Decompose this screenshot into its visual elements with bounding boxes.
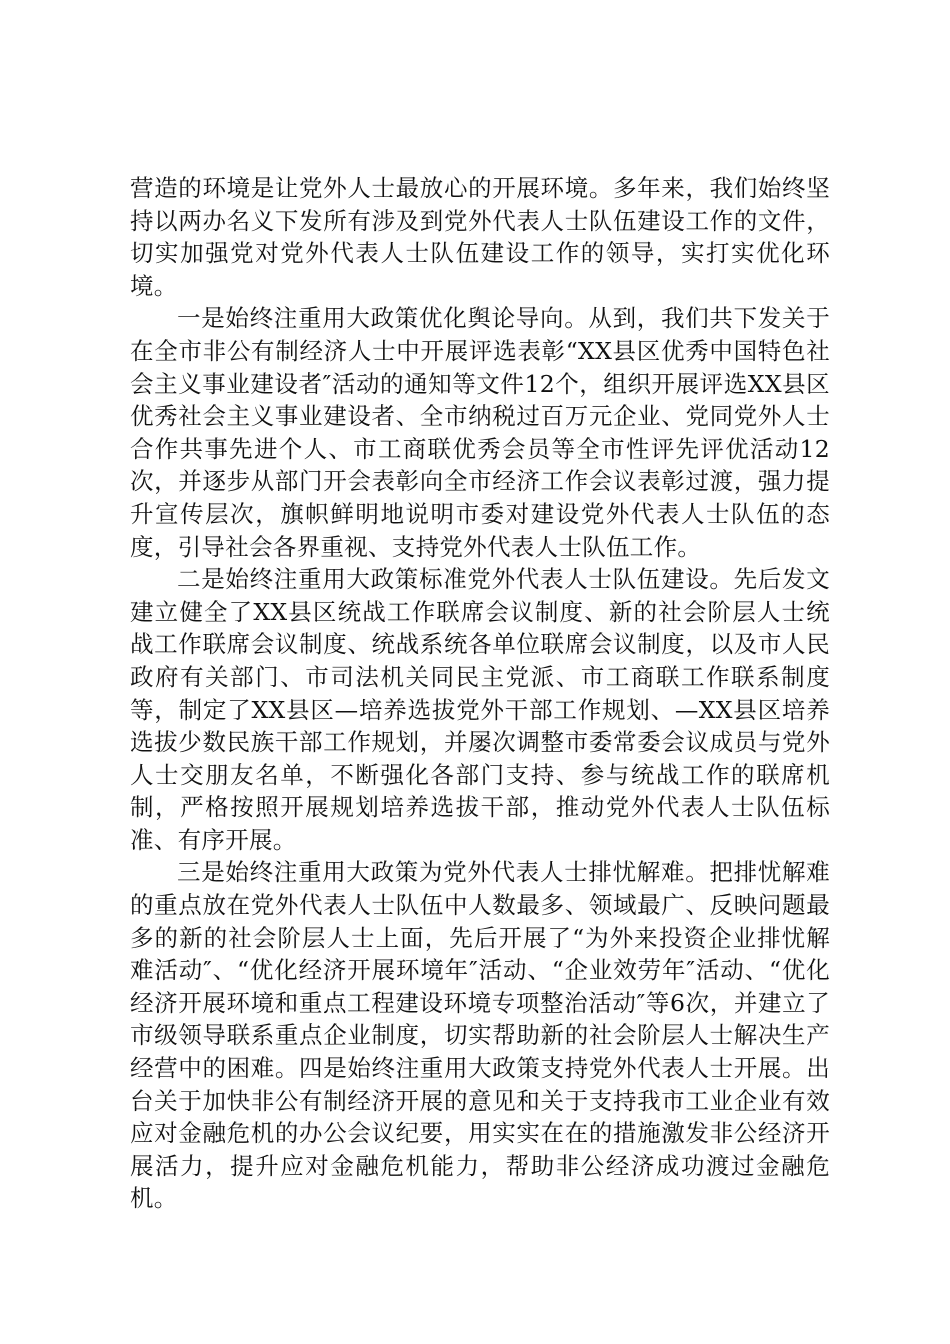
document-body: [130, 172, 830, 1215]
paragraph-environment: 营造的环境是让党外人士最放心的开展环境。多年来，我们始终坚持以两办名义下发所有涉及到党外代表人士队伍建设工作的文件，切实加强党对党外代表人士队伍建设工作的领导，实打实优化环境。: [130, 174, 830, 300]
paragraph-problem-solving: 三是始终注重用大政策为党外代表人士排忧解难。把排忧解难的重点放在党外代表人士队伍中人数最多、领域最广、反映问题最多的新的社会阶层人士上面，先后开展了“为外来投资企业排忧解难活动″、“优化经济开展环境年″活动、“企业效劳年″活动、“优化经济开展环境和重点工程建设环境专项整治活动″等6次，并建立了市级领导联系重点企业制度，切实帮助新的社会阶层人士解决生产经营中的困难。四是始终注重用大政策支持党外代表人士开展。出台关于加快非公有制经济开展的意见和关于支持我市工业企业有效应对金融危机的办公会议纪要，用实实在在的措施激发非公经济开展活力，提升应对金融危机能力，帮助非公经济成功渡过金融危机。: [130, 858, 830, 1213]
paragraph-standardization: 二是始终注重用大政策标准党外代表人士队伍建设。先后发文建立健全了XX县区统战工作联席会议制度、新的社会阶层人士统战工作联席会议制度、统战系统各单位联席会议制度，以及市人民政府有关部门、市司法机关同民主党派、市工商联工作联系制度等，制定了XX县区—培养选拔党外干部工作规划、—XX县区培养选拔少数民族干部工作规划，并屡次调整市委常委会议成员与党外人士交朋友名单，不断强化各部门支持、参与统战工作的联席机制，严格按照开展规划培养选拔干部，推动党外代表人士队伍标准、有序开展。: [130, 565, 830, 854]
paragraph-public-opinion: 一是始终注重用大政策优化舆论导向。从到，我们共下发关于在全市非公有制经济人士中开展评选表彰“XX县区优秀中国特色社会主义事业建设者″活动的通知等文件12个，组织开展评选XX县区优秀社会主义事业建设者、全市纳税过百万元企业、党同党外人士合作共事先进个人、市工商联优秀会员等全市性评先评优活动12次，并逐步从部门开会表彰向全市经济工作会议表彰过渡，强力提升宣传层次，旗帜鲜明地说明市委对建设党外代表人士队伍的态度，引导社会各界重视、支持党外代表人士队伍工作。: [130, 304, 830, 561]
